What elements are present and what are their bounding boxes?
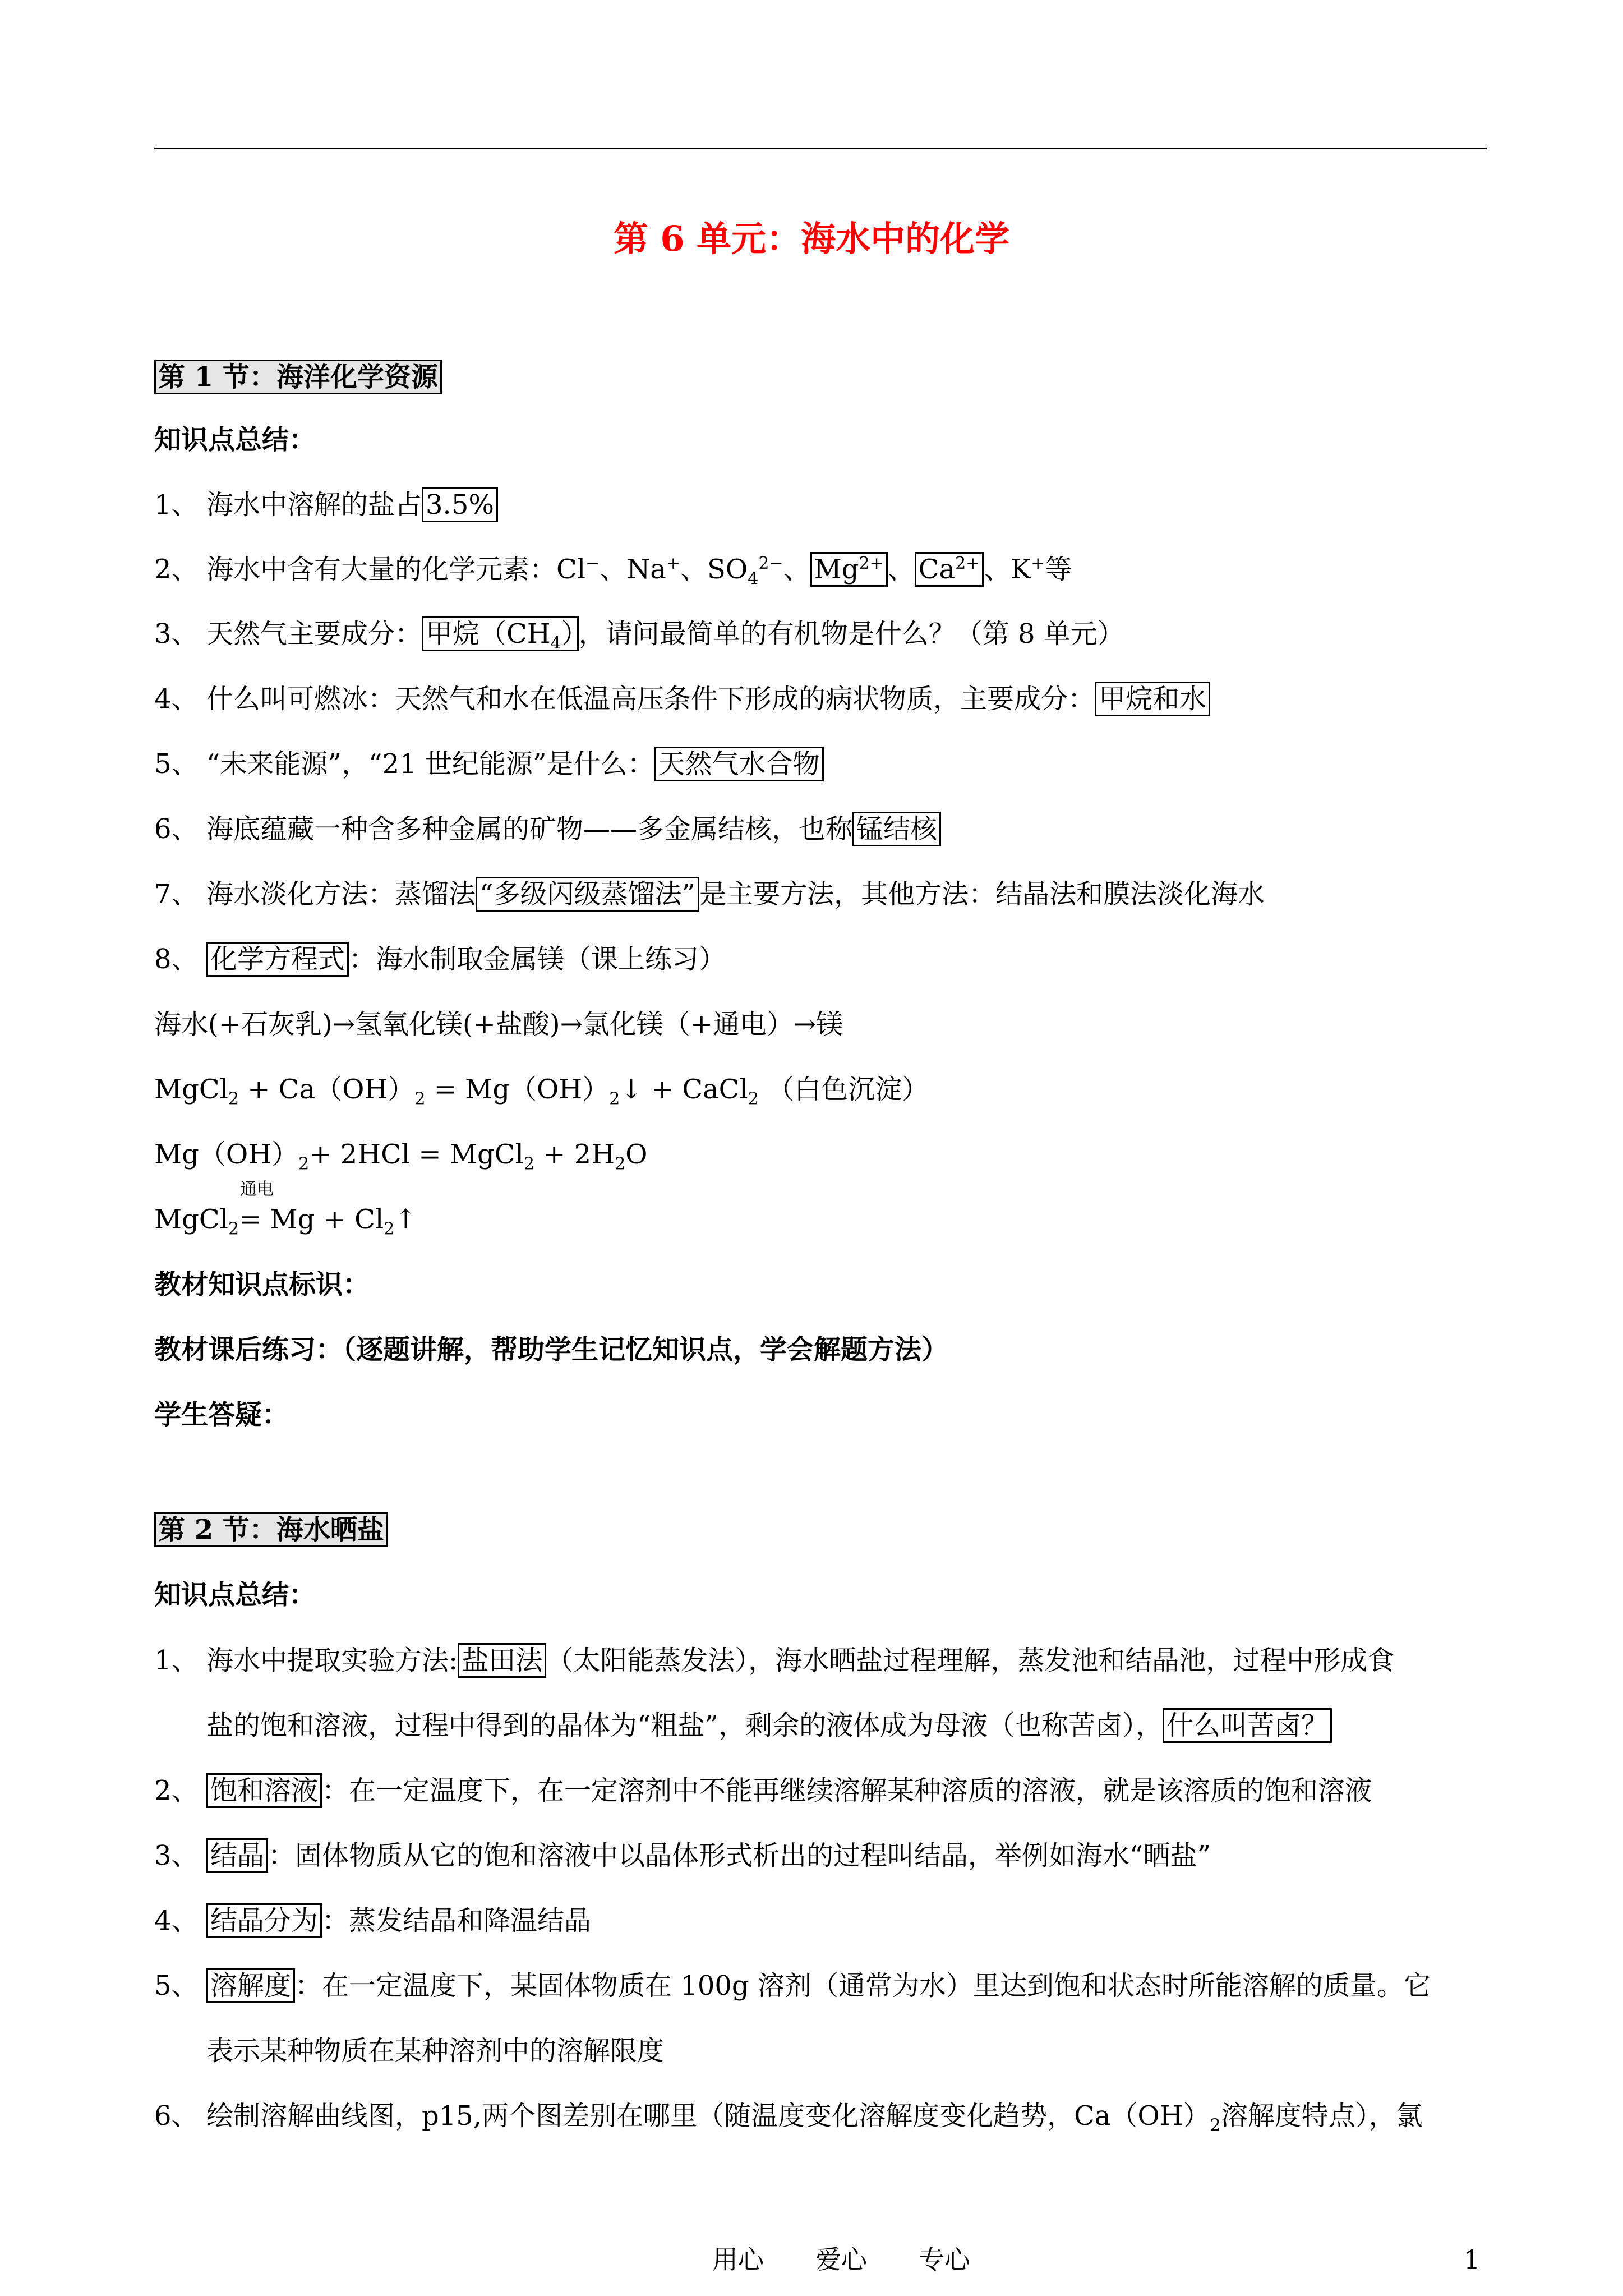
s2-item1-num: 1、	[154, 1645, 199, 1676]
footer-motto: 用心 爱心 专心	[712, 2244, 970, 2275]
textbook-label: 教材知识点标识：	[154, 1269, 370, 1300]
s2-item1: 海水中提取实验方法: 盐田法 （太阳能蒸发法），海水晒盐过程理解，蒸发池和结晶池，过程中形成食	[206, 1642, 1394, 1678]
s1-item5-num: 5、	[154, 748, 199, 780]
s1-item3: 天然气主要成分： 甲烷$(CH_4)$ ，请问最简单的有机物是什么？（第 8 单元）	[206, 616, 1124, 652]
section1-summary-label: 知识点总结：	[154, 424, 316, 455]
equation-2: $Mg(OH)_2+ 2HCl$ = MgCl$_2$ + $2H_2O$	[154, 1139, 648, 1174]
s2-item1-cont: 盐的饱和溶液，过程中得到的晶体为“粗盐”，剩余的液体成为母液（也称苦卤）， 什么叫苦卤？	[206, 1708, 1332, 1743]
equation-3: MgCl$_2$ 通电 = $Mg + Cl_2↑$	[154, 1180, 417, 1239]
s2-item3-num: 3、	[154, 1840, 199, 1871]
s1-item6: 海底蕴藏一种含多种金属的矿物——多金属结核，也称 锰结核	[206, 811, 941, 847]
s2-item6: 绘制溶解曲线图，p15,两个图差别在哪里（随温度变化溶解度变化趋势，$Ca(OH)_2$溶解度特点），氯	[206, 2100, 1423, 2136]
equation-1: MgCl$_2$ + $Ca(OH)_2$ = $Mg(OH)_2↓$ + CaCl$_2$ （白色沉淀）	[154, 1074, 929, 1109]
electrolysis-annotation: 通电	[240, 1180, 274, 1199]
section1-heading: 第 1 节：海洋化学资源	[154, 359, 442, 395]
s2-item2: 饱和溶液 ：在一定温度下，在一定溶剂中不能再继续溶解某种溶质的溶液，就是该溶质的饱和溶液	[206, 1773, 1372, 1809]
s1-item4-num: 4、	[154, 683, 199, 715]
s2-item4-num: 4、	[154, 1905, 199, 1936]
s1-item2: 海水中含有大量的化学元素：Cl−、Na+、$SO_4^{2-}$、 $Mg^{2+}$ 、 $Ca^{2+}$ 、K+等	[206, 551, 1072, 587]
s2-item4: 结晶分为 ：蒸发结晶和降温结晶	[206, 1903, 591, 1939]
page-number: 1	[1464, 2244, 1481, 2275]
s1-item5: “未来能源”，“21 世纪能源”是什么： 天然气水合物	[206, 746, 824, 782]
qa-label: 学生答疑：	[154, 1399, 289, 1430]
s1-item6-num: 6、	[154, 813, 199, 845]
exercise-label: 教材课后练习：（逐题讲解，帮助学生记忆知识点，学会解题方法）	[154, 1334, 949, 1365]
page-title: 第 6 单元：海水中的化学	[613, 218, 1010, 259]
s1-item7-num: 7、	[154, 878, 199, 910]
s1-item8-num: 8、	[154, 944, 199, 975]
mg-process-flow: 海水(+石灰乳)→氢氧化镁(+盐酸)→氯化镁（+通电）→镁	[154, 1009, 843, 1040]
s2-item6-num: 6、	[154, 2100, 199, 2132]
s1-item2-num: 2、	[154, 554, 199, 585]
section2-summary-label: 知识点总结：	[154, 1579, 316, 1611]
header-rule	[154, 148, 1487, 149]
s2-item5: 溶解度 ：在一定温度下，某固体物质在 100g 溶剂（通常为水）里达到饱和状态时所能溶解的质量。它	[206, 1968, 1431, 2004]
s2-item2-num: 2、	[154, 1775, 199, 1806]
s1-item1: 海水中溶解的盐占 3.5%	[206, 487, 498, 523]
s1-item1-num: 1、	[154, 489, 199, 521]
s2-item5-cont: 表示某种物质在某种溶剂中的溶解限度	[206, 2035, 665, 2067]
s1-item3-num: 3、	[154, 618, 199, 650]
section2-heading: 第 2 节：海水晒盐	[154, 1512, 388, 1548]
s1-item4: 什么叫可燃冰：天然气和水在低温高压条件下形成的病状物质，主要成分： 甲烷和水	[206, 681, 1210, 717]
s2-item3: 结晶 ：固体物质从它的饱和溶液中以晶体形式析出的过程叫结晶，举例如海水“晒盐”	[206, 1838, 1211, 1874]
s1-item7: 海水淡化方法：蒸馏法 “多级闪级蒸馏法” 是主要方法，其他方法：结晶法和膜法淡化海水	[206, 876, 1265, 912]
s2-item5-num: 5、	[154, 1970, 199, 2001]
s1-item8: 化学方程式 ：海水制取金属镁（课上练习）	[206, 941, 726, 977]
